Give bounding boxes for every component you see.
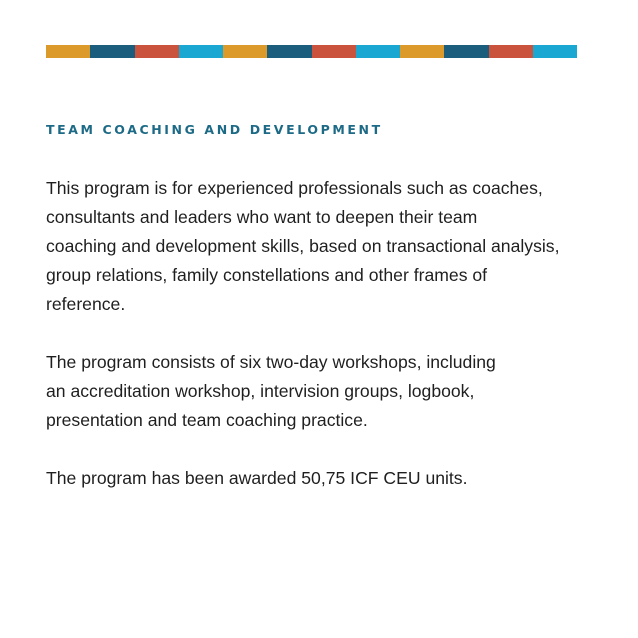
- program-description: [46, 174, 591, 522]
- text-line: an accreditation workshop, intervision groups, logbook,: [46, 381, 475, 401]
- stripe-segment: [533, 45, 577, 58]
- stripe-segment: [46, 45, 90, 58]
- paragraph-accreditation: [46, 464, 591, 493]
- stripe-segment: [223, 45, 267, 58]
- stripe-segment: [444, 45, 488, 58]
- text-line: presentation and team coaching practice.: [46, 410, 368, 430]
- stripe-segment: [90, 45, 134, 58]
- text-line: reference.: [46, 294, 126, 314]
- stripe-segment: [135, 45, 179, 58]
- decorative-color-stripe: [46, 45, 577, 58]
- stripe-segment: [489, 45, 533, 58]
- stripe-segment: [312, 45, 356, 58]
- paragraph-structure: [46, 348, 591, 435]
- paragraph-audience: [46, 174, 591, 319]
- text-line: The program consists of six two-day workshops, including: [46, 352, 496, 372]
- stripe-segment: [267, 45, 311, 58]
- stripe-segment: [400, 45, 444, 58]
- stripe-segment: [179, 45, 223, 58]
- text-line: coaching and development skills, based on transactional analysis,: [46, 236, 560, 256]
- text-line: group relations, family constellations and other frames of: [46, 265, 488, 285]
- text-line: This program is for experienced professionals such as coaches,: [46, 178, 543, 198]
- stripe-segment: [356, 45, 400, 58]
- section-heading: TEAM COACHING AND DEVELOPMENT: [46, 122, 383, 137]
- text-line: consultants and leaders who want to deepen their team: [46, 207, 478, 227]
- text-line: The program has been awarded 50,75 ICF CEU units.: [46, 468, 468, 488]
